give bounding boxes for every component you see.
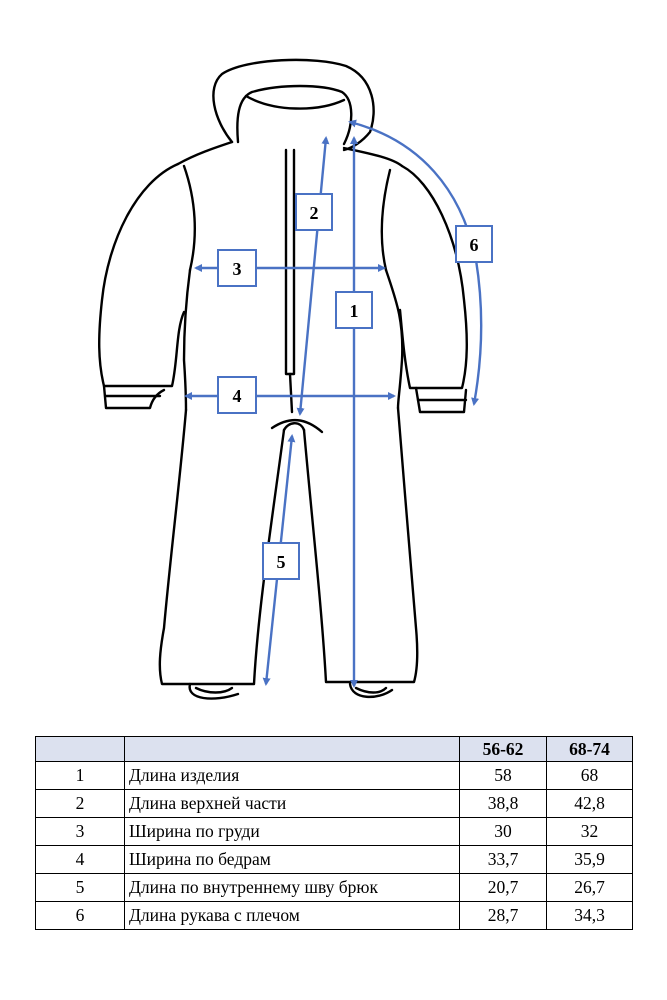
table-row (36, 818, 633, 846)
row-value-68-74: 35,9 (547, 846, 633, 874)
hood-inner (237, 86, 351, 144)
label-box-3 (218, 250, 256, 286)
header-size-68-74: 68-74 (547, 737, 633, 762)
jumpsuit-outline (99, 60, 467, 699)
right-foot (350, 684, 392, 697)
row-value-56-62: 38,8 (460, 790, 547, 818)
left-sleeve-inner (184, 166, 195, 270)
row-number: 1 (36, 762, 125, 790)
right-leg (304, 408, 417, 682)
row-measure-name: Длина по внутреннему шву брюк (125, 874, 460, 902)
table-row (36, 790, 633, 818)
row-measure-name: Длина изделия (125, 762, 460, 790)
row-value-68-74: 42,8 (547, 790, 633, 818)
table-row (36, 874, 633, 902)
row-value-56-62: 58 (460, 762, 547, 790)
label-box-6 (456, 226, 492, 262)
row-measure-name: Длина верхней части (125, 790, 460, 818)
row-value-68-74: 26,7 (547, 874, 633, 902)
svg-text:2: 2 (309, 203, 319, 223)
row-value-68-74: 34,3 (547, 902, 633, 930)
svg-text:6: 6 (469, 235, 479, 255)
row-number: 6 (36, 902, 125, 930)
svg-text:1: 1 (349, 301, 359, 321)
right-sleeve-inner (382, 170, 390, 270)
size-table (35, 736, 633, 930)
zipper (286, 150, 294, 374)
row-measure-name: Ширина по груди (125, 818, 460, 846)
right-side (386, 270, 402, 408)
row-value-68-74: 32 (547, 818, 633, 846)
row-number: 5 (36, 874, 125, 902)
header-name (125, 737, 460, 762)
label-box-5 (263, 543, 299, 579)
measure-2-line (300, 138, 326, 414)
left-sleeve (99, 164, 184, 386)
table-header-row (36, 737, 633, 762)
row-number: 4 (36, 846, 125, 874)
hood-lining (246, 96, 344, 109)
svg-text:5: 5 (276, 552, 286, 572)
right-sleeve (400, 166, 467, 388)
left-shoulder (178, 142, 232, 164)
svg-text:3: 3 (232, 259, 242, 279)
row-number: 3 (36, 818, 125, 846)
row-measure-name: Длина рукава с плечом (125, 902, 460, 930)
row-number: 2 (36, 790, 125, 818)
svg-text:4: 4 (232, 386, 242, 406)
table-row (36, 846, 633, 874)
row-value-68-74: 68 (547, 762, 633, 790)
table-row (36, 902, 633, 930)
left-side (184, 270, 190, 410)
label-box-1 (336, 292, 372, 328)
row-value-56-62: 33,7 (460, 846, 547, 874)
label-box-2 (296, 194, 332, 230)
row-measure-name: Ширина по бедрам (125, 846, 460, 874)
row-value-56-62: 28,7 (460, 902, 547, 930)
row-value-56-62: 20,7 (460, 874, 547, 902)
right-shoulder (344, 148, 402, 166)
label-box-4 (218, 377, 256, 413)
row-value-56-62: 30 (460, 818, 547, 846)
header-size-56-62: 56-62 (460, 737, 547, 762)
crotch-seam (284, 423, 304, 430)
header-num (36, 737, 125, 762)
table-row (36, 762, 633, 790)
